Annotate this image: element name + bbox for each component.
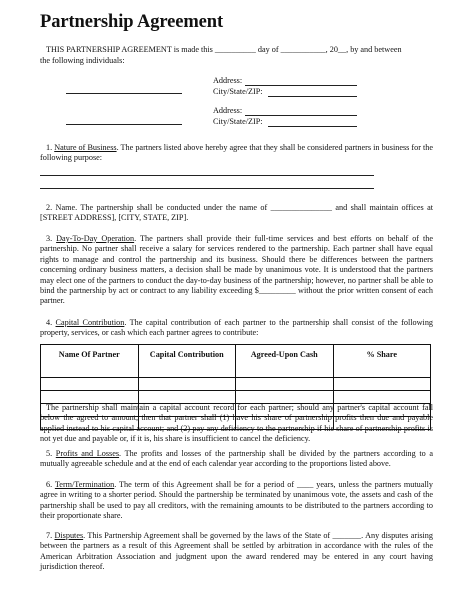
intro-line-1: THIS PARTNERSHIP AGREEMENT is made this __________ day of ___________, 20__, by and between	[46, 45, 402, 54]
section-6-heading: Term/Termination	[54, 480, 115, 489]
section-disputes	[40, 531, 433, 573]
section-2-text: Name. The partnership shall be conducted under the name of _______________ and shall maintain offices at [STREET ADDRESS], [CITY, STATE, ZIP].	[40, 203, 433, 223]
section-6-text: . The term of this Agreement shall be for a period of ____ years, unless the partners mutually agree in writing to a shorter period. Should the partnership be terminated by unanimous vote, the assets and cash of the partnership shall be used to pay all creditors, with the remaining amounts to be distributed to the partners according to their proportionate share.	[40, 480, 433, 521]
column-header-share: % Share	[333, 345, 431, 378]
section-7-heading: Disputes	[54, 531, 84, 540]
section-6-number: 6.	[46, 480, 53, 489]
table-cell[interactable]	[333, 378, 431, 391]
capital-account-text: The partnership shall maintain a capital account record for each partner; should any partner's capital account fall below the agreed to amount, then that partner shall (1) have his share of partnership profits then due and payable applied instead to his capital account; and (2) pay any deficiency to the partnership if his share of partnership profits is not yet due and payable or, if it is, his share is insufficient to cancel the deficiency.	[40, 403, 433, 444]
section-3-heading: Day-To-Day Operation	[56, 234, 135, 243]
party-1-address-line	[245, 85, 357, 86]
table-cell[interactable]	[41, 378, 139, 391]
section-7-text: . This Partnership Agreement shall be governed by the laws of the State of _______. Any disputes arising between the partners as a result of this Agreement shall be settled by arbitration in accordance with the rules of the American Arbitration Association and judgment upon the award rendered may be entered in any court having jurisdiction thereof.	[40, 531, 433, 572]
section-5-text: . The profits and losses of the partnership shall be divided by the partners according to a mutually agreeable schedule and at the end of each calendar year according to the proportions listed above.	[40, 449, 434, 469]
party-2-address-label: Address:	[213, 106, 243, 115]
table-cell[interactable]	[138, 391, 236, 404]
party-2-name-line	[66, 124, 182, 125]
table-header-row	[41, 345, 431, 378]
table-cell[interactable]	[41, 391, 139, 404]
column-header-name: Name Of Partner	[41, 345, 139, 378]
section-4-number: 4.	[46, 318, 53, 327]
purpose-line-1	[40, 175, 374, 176]
section-4-heading: Capital Contribution	[55, 318, 125, 327]
section-3-number: 3.	[46, 234, 53, 243]
section-7-number: 7.	[46, 531, 53, 540]
capital-account-paragraph	[40, 403, 433, 445]
section-capital-contribution	[40, 318, 433, 339]
column-header-capital: Capital Contribution	[138, 345, 236, 378]
section-5-number: 5.	[46, 449, 53, 458]
section-4-text: . The capital contribution of each partner to the partnership shall consist of the following property, services, or cash which each partner agrees to contribute:	[40, 318, 434, 338]
table-cell[interactable]	[236, 378, 334, 391]
party-1-address-label: Address:	[213, 76, 243, 85]
table-cell[interactable]	[333, 391, 431, 404]
table-row	[41, 378, 431, 391]
party-1-name-line	[66, 93, 182, 94]
table-cell[interactable]	[138, 378, 236, 391]
section-1-number: 1.	[46, 143, 53, 152]
intro-line-2: the following individuals:	[40, 56, 125, 65]
document-title: Partnership Agreement	[40, 12, 224, 32]
party-1-city-line	[268, 96, 357, 97]
section-1-text: . The partners listed above hereby agree that they shall be considered partners in business for the following purpose:	[40, 143, 434, 163]
section-term-termination	[40, 480, 433, 522]
purpose-line-2	[40, 188, 374, 189]
section-nature-of-business	[40, 143, 433, 164]
section-3-text: . The partners shall provide their full-time services and best efforts on behalf of the partnership. No partner shall receive a salary for services rendered to the partnership. Each partner shall have equal rights to manage and control the partnership and its business. Should there be differences between the partners concerning ordinary business matters, a decision shall be made by unanimous vote. It is understood that the partners may elect one of the partners to conduct the day-to-day business of the partnership; however, no partner shall be able to bind the partnership by act or contract to any liability exceeding $_________ without the prior written consent of each partner.	[40, 234, 433, 306]
table-row	[41, 391, 431, 404]
table-cell[interactable]	[236, 391, 334, 404]
party-2-address-line	[245, 115, 357, 116]
column-header-cash: Agreed-Upon Cash	[236, 345, 334, 378]
section-5-heading: Profits and Losses	[55, 449, 120, 458]
section-profits-losses	[40, 449, 433, 470]
section-2-number: 2.	[46, 203, 53, 212]
section-day-to-day	[40, 234, 433, 307]
section-name	[40, 203, 433, 224]
party-1-city-label: City/State/ZIP:	[213, 87, 263, 96]
section-1-heading: Nature of Business	[54, 143, 117, 152]
party-2-city-line	[268, 126, 357, 127]
party-2-city-label: City/State/ZIP:	[213, 117, 263, 126]
